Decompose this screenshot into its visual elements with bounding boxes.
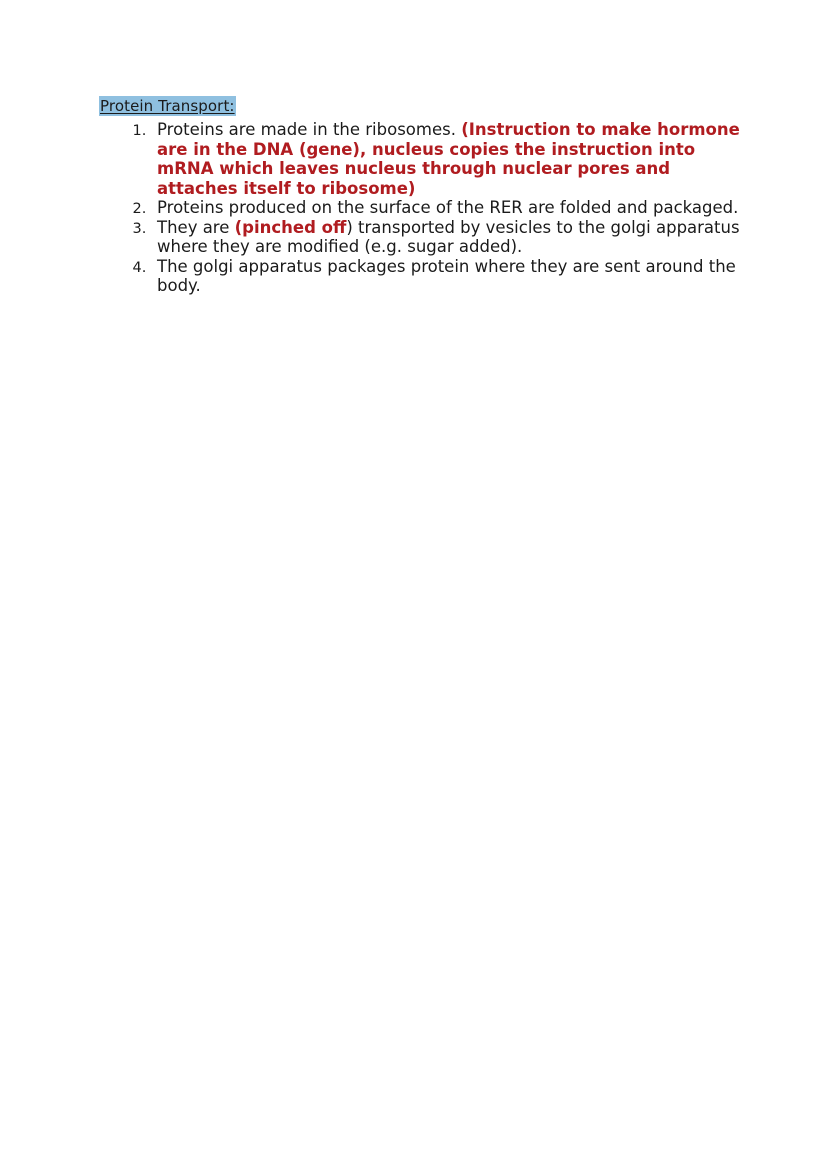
step-text-black-lead: Proteins are made in the ribosomes. [157,120,462,139]
step-text-black-tail: ) transported by vesicles to the golgi apparatus where they are modified (e.g. sugar added). [157,217,740,256]
list-item [151,198,749,218]
step-text-red-note: (Instruction to make hormone are in the DNA (gene), nucleus copies the instruction into mRNA which leaves nucleus through nuclear pores and attaches itself to ribosome) [157,120,740,198]
step-text-black-lead: The golgi apparatus packages protein where they are sent around the body. [157,256,736,295]
heading-row [99,96,749,116]
step-text-red-note: (pinched off [234,217,347,237]
page-title: Protein Transport: [100,97,235,115]
list-item [151,120,749,198]
list-item [151,257,749,296]
document-body [99,96,749,296]
step-text-black-lead: They are [157,217,235,237]
step-text-black-lead: Proteins produced on the surface of the RER are folded and packaged. [157,198,739,217]
protein-transport-step-list [99,120,749,296]
list-item [151,218,749,257]
